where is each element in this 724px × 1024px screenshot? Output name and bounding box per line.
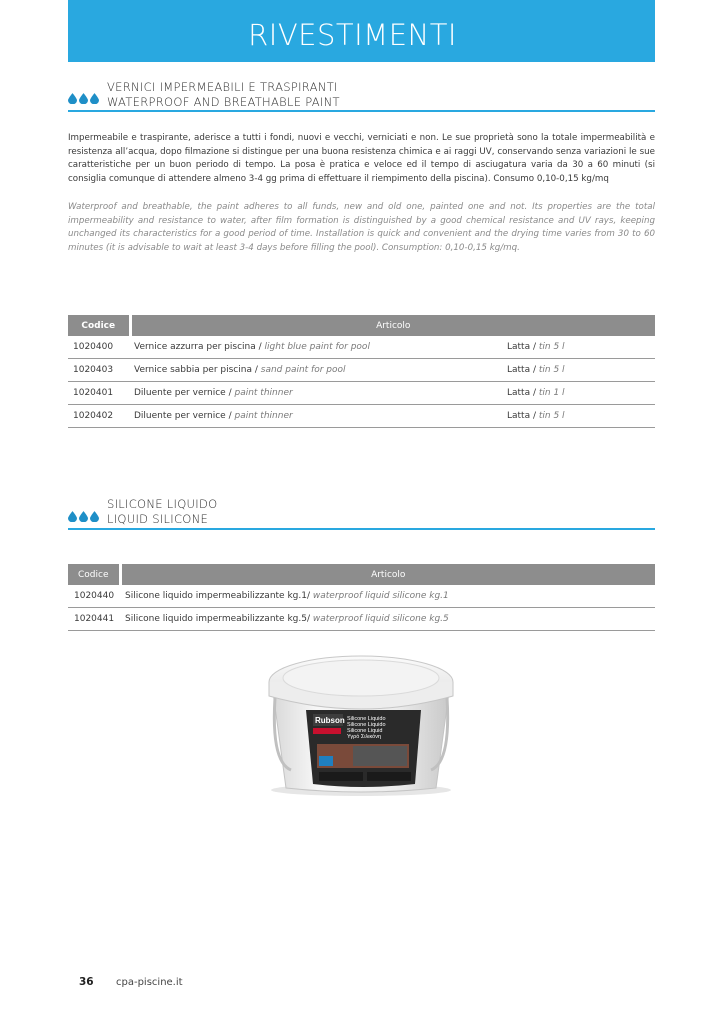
- svg-text:Silicone Liquid: Silicone Liquid: [347, 728, 383, 734]
- section-divider: [68, 110, 655, 112]
- header-bar: [68, 0, 655, 62]
- description-en: Waterproof and breathable, the paint adheres to all funds, new and old one, painted one and not. Its properties are the total impermeability and resistance to water, after film formation is distinguished by a good chemical resistance and UV rays, keeping unchanged its characteristics for a good period of time. Installation is quick and convenient and the drying time varies from 30 to 60 minutes (it is advisable to wait at least 3-4 days before filling the pool). Consumption: 0,10-0,15 kg/mq.: [68, 202, 655, 253]
- article-en: paint thinner: [234, 388, 293, 398]
- table-header-row: [68, 315, 655, 336]
- cell-article: Vernice sabbia per piscina / sand paint for pool: [130, 359, 455, 382]
- cell-pack: Latta / tin 1 l: [455, 382, 655, 405]
- article-it: Vernice azzurra per piscina: [134, 342, 256, 352]
- pack-it: Latta: [507, 365, 531, 375]
- cell-article: [120, 608, 655, 631]
- pack-en: tin 5 l: [538, 411, 565, 421]
- table-header-row: [68, 564, 655, 585]
- pack-it: Latta: [507, 388, 531, 398]
- footer-website: cpa-piscine.it: [116, 977, 183, 988]
- section-title-en: WATERPROOF AND BREATHABLE PAINT: [107, 95, 340, 109]
- product-image-silicone-bucket: [261, 652, 461, 801]
- article-it: Silicone liquido impermeabilizzante kg.5/: [125, 614, 311, 624]
- column-header-code: Codice: [68, 564, 120, 585]
- svg-text:Silicone Liquido: Silicone Liquido: [347, 716, 386, 722]
- cell-pack: Latta / tin 5 l: [455, 359, 655, 382]
- cell-pack: Latta / tin 5 l: [455, 336, 655, 359]
- article-en: sand paint for pool: [260, 365, 346, 375]
- page-number: 36: [79, 976, 94, 988]
- table-row: [68, 336, 655, 359]
- paint-product-table: [68, 315, 655, 428]
- pack-it: Latta: [507, 342, 531, 352]
- water-drops-icon: [68, 93, 99, 104]
- silicone-product-table: [68, 564, 655, 631]
- article-en: waterproof liquid silicone kg.1: [312, 591, 449, 601]
- column-header-article: Articolo: [130, 315, 655, 336]
- article-it: Diluente per vernice: [134, 411, 226, 421]
- cell-code: 1020441: [68, 608, 120, 631]
- pack-it: Latta: [507, 411, 531, 421]
- section-heading-silicone: [68, 497, 655, 530]
- table-row: [68, 382, 655, 405]
- cell-article: [120, 585, 655, 608]
- article-en: waterproof liquid silicone kg.5: [312, 614, 449, 624]
- section-heading-paint: [68, 80, 655, 113]
- article-en: light blue paint for pool: [264, 342, 370, 352]
- table-row: [68, 585, 655, 608]
- water-drops-icon: [68, 511, 99, 522]
- svg-text:Silicone Liquido: Silicone Liquido: [347, 722, 386, 728]
- pack-en: tin 1 l: [538, 388, 565, 398]
- brand-text: Rubson: [315, 716, 345, 725]
- table-row: [68, 608, 655, 631]
- cell-code: 1020403: [68, 359, 130, 382]
- cell-code: 1020402: [68, 405, 130, 428]
- article-it: Diluente per vernice: [134, 388, 226, 398]
- page-title: RIVESTIMENTI: [248, 18, 457, 52]
- pack-en: tin 5 l: [538, 365, 565, 375]
- section-title-en: LIQUID SILICONE: [107, 512, 209, 526]
- article-en: paint thinner: [234, 411, 293, 421]
- table-row: [68, 359, 655, 382]
- cell-pack: Latta / tin 5 l: [455, 405, 655, 428]
- section-divider: [68, 528, 655, 530]
- section-title-it: VERNICI IMPERMEABILI E TRASPIRANTI: [107, 80, 338, 94]
- cell-article: Diluente per vernice / paint thinner: [130, 405, 455, 428]
- cell-code: 1020401: [68, 382, 130, 405]
- article-it: Vernice sabbia per piscina: [134, 365, 252, 375]
- section-title-it: SILICONE LIQUIDO: [107, 497, 218, 511]
- cell-code: 1020400: [68, 336, 130, 359]
- svg-text:Υγρό Σιλικόνη: Υγρό Σιλικόνη: [347, 734, 382, 740]
- article-it: Silicone liquido impermeabilizzante kg.1/: [125, 591, 311, 601]
- column-header-code: Codice: [68, 315, 130, 336]
- cell-article: Diluente per vernice / paint thinner: [130, 382, 455, 405]
- cell-code: 1020440: [68, 585, 120, 608]
- table-row: [68, 405, 655, 428]
- pack-en: tin 5 l: [538, 342, 565, 352]
- cell-article: Vernice azzurra per piscina / light blue paint for pool: [130, 336, 455, 359]
- column-header-article: Articolo: [120, 564, 655, 585]
- description-it: Impermeabile e traspirante, aderisce a tutti i fondi, nuovi e vecchi, verniciati e non. Le sue proprietà sono la totale impermeabilità e resistenza all’acqua, dopo filmazione si distingue per una buona resistenza chimica e ai raggi UV, conservando senza variazioni le sue caratteristiche per un buon periodo di tempo. La posa è pratica e veloce ed il tempo di asciugatura varia da 30 a 60 minuti (si consiglia comunque di attendere almeno 3-4 gg prima di effettuare il riempimento della piscina). Consumo 0,10-0,15 kg/mq: [68, 133, 655, 184]
